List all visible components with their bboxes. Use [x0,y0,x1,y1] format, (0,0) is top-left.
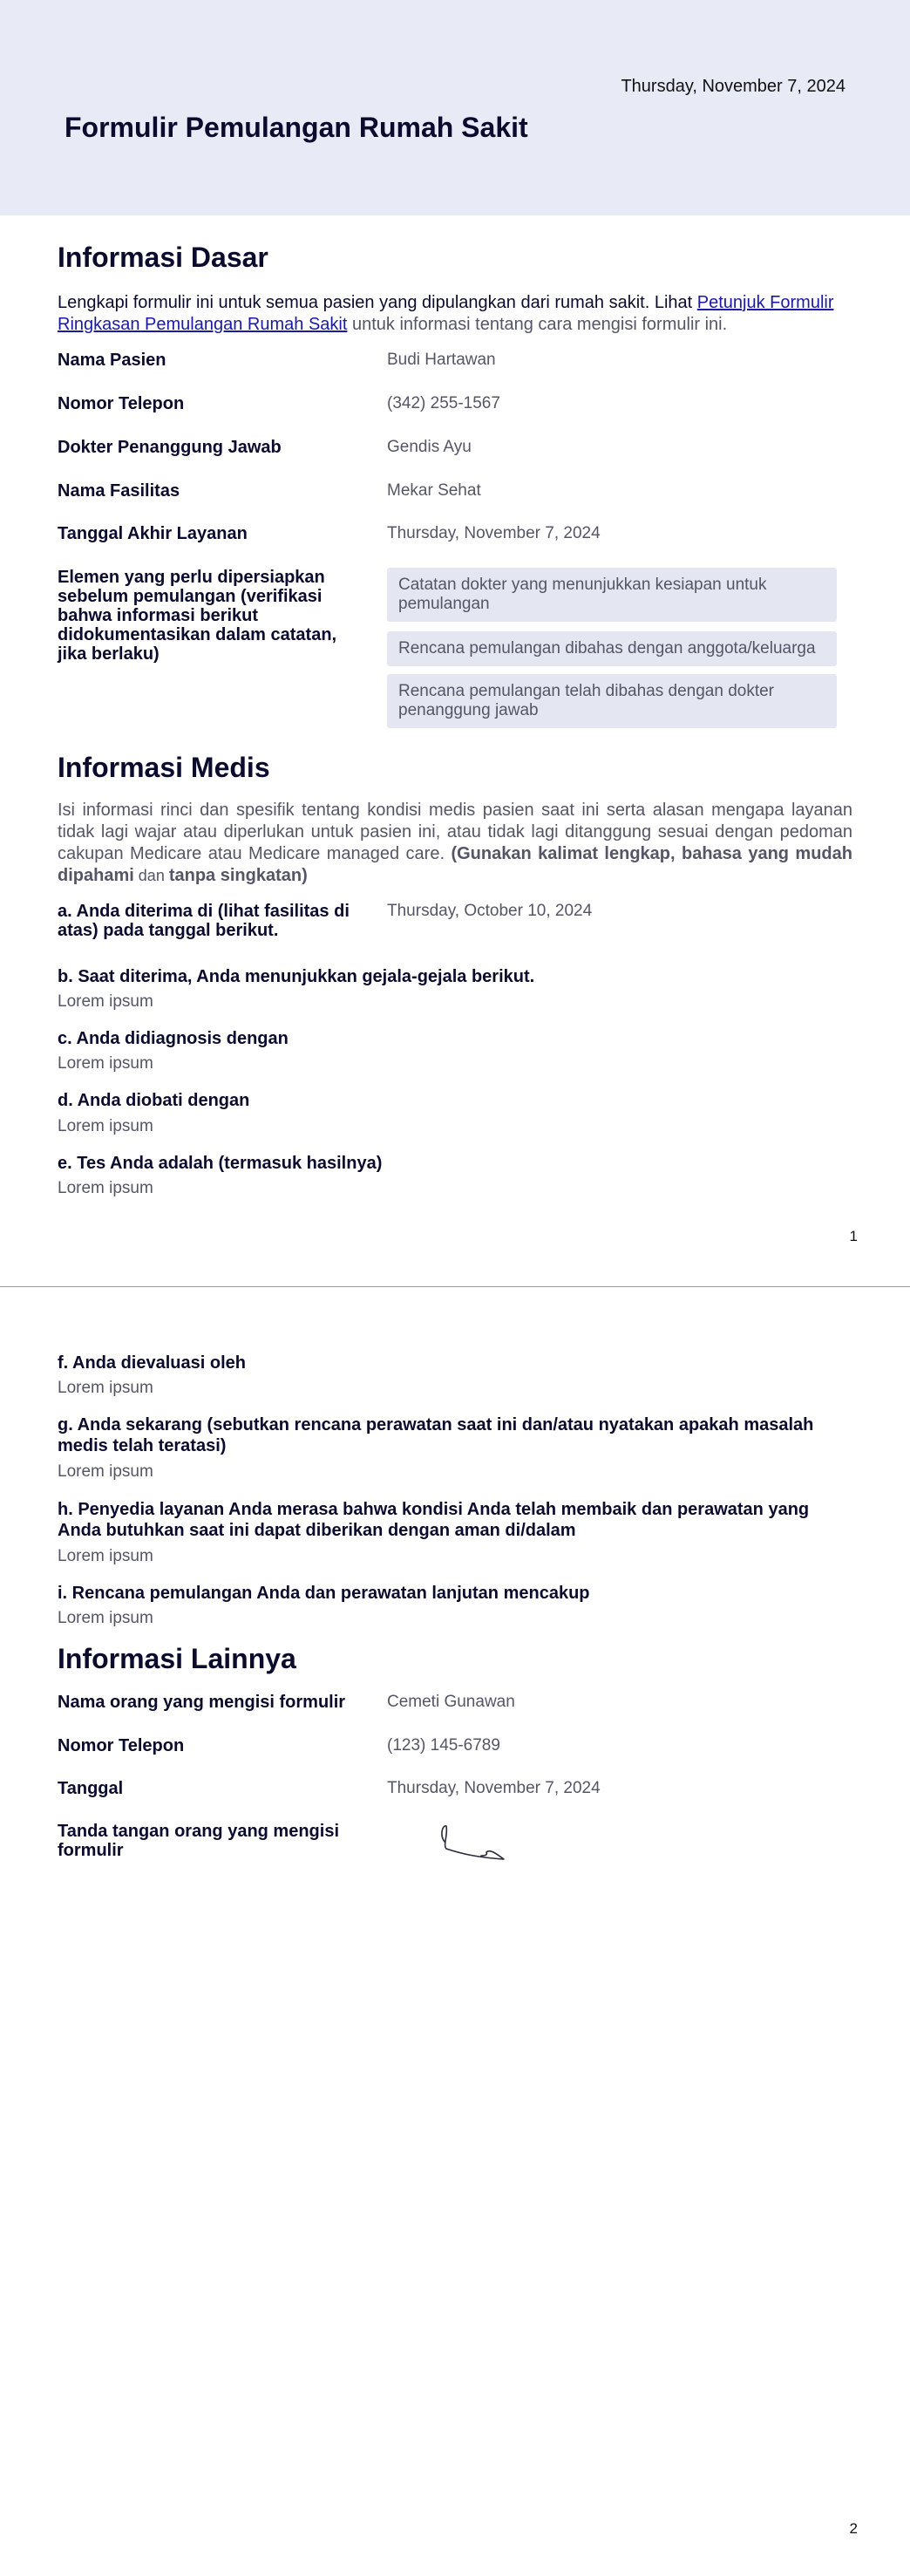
answer-b: Lorem ipsum [58,992,153,1011]
question-g: g. Anda sekarang (sebutkan rencana perawatan saat ini dan/atau nyatakan apakah masalah medis telah teratasi) [58,1415,814,1455]
checklist-label: Elemen yang perlu dipersiapkan sebelum pemulangan (verifikasi bahwa informasi berikut didokumentasikan dalam catatan, jika berlaku) [58,568,337,664]
page-number: 1 [849,1228,858,1244]
checklist-item: Rencana pemulangan telah dibahas dengan dokter penanggung jawab [387,674,837,728]
section-heading-medical: Informasi Medis [58,752,270,783]
field-value: Thursday, November 7, 2024 [387,1779,601,1797]
question-c: c. Anda didiagnosis dengan [58,1029,289,1048]
field-label: Tanggal [58,1779,124,1798]
answer-h: Lorem ipsum [58,1547,153,1565]
field-label: Nomor Telepon [58,1736,185,1755]
page-1 [0,0,910,1286]
answer-f: Lorem ipsum [58,1379,153,1397]
answer-c: Lorem ipsum [58,1054,153,1073]
instructions-link[interactable]: Petunjuk Formulir Ringkasan Pemulangan Rumah Sakit [58,293,834,334]
header-band [0,0,910,215]
signature-label: Tanda tangan orang yang mengisi formulir [58,1822,340,1860]
field-label: Dokter Penanggung Jawab [58,438,282,457]
document-title: Formulir Pemulangan Rumah Sakit [65,112,528,143]
field-value: Budi Hartawan [387,351,496,369]
answer-i: Lorem ipsum [58,1609,153,1627]
checklist-item: Rencana pemulangan dibahas dengan anggota/keluarga [387,631,837,666]
medical-intro-small: dan [133,867,169,884]
basic-intro [58,292,852,336]
admitted-label: a. Anda diterima di (lihat fasilitas di atas) pada tanggal berikut. [58,902,350,940]
field-value: Mekar Sehat [387,481,481,500]
field-label: Nomor Telepon [58,394,185,413]
field-label: Nama Fasilitas [58,481,180,501]
section-heading-basic: Informasi Dasar [58,242,268,273]
page-2 [0,1287,910,2576]
section-heading-other: Informasi Lainnya [58,1643,296,1674]
medical-intro-bold: tanpa singkatan) [168,866,308,885]
field-label: Nama Pasien [58,351,166,370]
medical-intro-bold: (Gunakan kalimat lengkap, bahasa yang mudah dipahami [58,844,852,885]
question-b: b. Saat diterima, Anda menunjukkan gejala-gejala berikut. [58,967,535,986]
medical-intro [58,800,852,887]
question-i: i. Rencana pemulangan Anda dan perawatan lanjutan mencakup [58,1584,590,1603]
answer-d: Lorem ipsum [58,1117,153,1135]
signature-image [436,1816,514,1864]
field-label: Nama orang yang mengisi formulir [58,1693,346,1712]
intro-text: Lengkapi formulir ini untuk semua pasien yang dipulangkan dari rumah sakit. Lihat [58,293,697,312]
page-number: 2 [849,2520,858,2537]
answer-e: Lorem ipsum [58,1179,153,1197]
question-e: e. Tes Anda adalah (termasuk hasilnya) [58,1154,383,1173]
medical-intro-text: Isi informasi rinci dan spesifik tentang kondisi medis pasien saat ini serta alasan mengapa layanan tidak lagi wajar atau diperlukan untuk pasien ini, atau tidak lagi ditanggung sesuai dengan pedoman cakupan Medicare atau Medicare managed care. [58,801,852,863]
question-f: f. Anda dievaluasi oleh [58,1353,246,1373]
field-label: Tanggal Akhir Layanan [58,524,248,543]
admitted-value: Thursday, October 10, 2024 [387,902,593,920]
field-value: Cemeti Gunawan [387,1693,515,1711]
answer-g: Lorem ipsum [58,1462,153,1481]
question-d: d. Anda diobati dengan [58,1091,250,1110]
field-value: (123) 145-6789 [387,1736,500,1755]
field-value: Gendis Ayu [387,438,472,456]
field-value: Thursday, November 7, 2024 [387,524,601,542]
checklist-item: Catatan dokter yang menunjukkan kesiapan untuk pemulangan [387,568,837,622]
field-value: (342) 255-1567 [387,394,500,412]
intro-text-after: untuk informasi tentang cara mengisi formulir ini. [347,315,728,334]
header-date: Thursday, November 7, 2024 [621,77,845,96]
question-h: h. Penyedia layanan Anda merasa bahwa kondisi Anda telah membaik dan perawatan yang Anda butuhkan saat ini dapat diberikan dengan aman di/dalam [58,1500,810,1540]
